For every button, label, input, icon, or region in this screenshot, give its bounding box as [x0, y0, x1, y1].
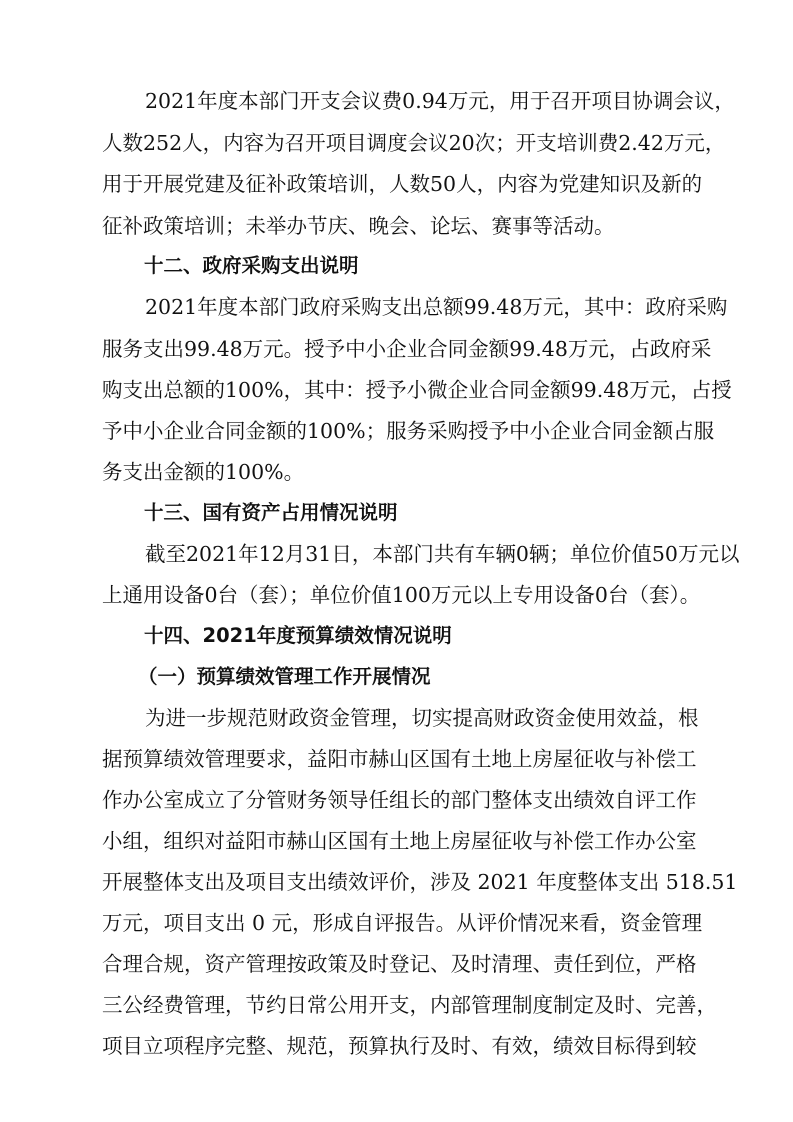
document-page: 2021年度本部门开支会议费0.94万元，用于召开项目协调会议， 人数252人，内容为召开项目调度会议20次；开支培训费2.42万元， 用于开展党建及征补政策培训，人数50人，内容为党建知识及新的 征补政策培训；未举办节庆、晚会、论坛、赛事等活动。 十二、政府采购支出说明 2021年度本部门政府采购支出总额99.48万元，其中：政府采购 服务支出99.48万元。授予中小企业合同金额99.48万元，占政府采 购支出总额的100%，其中：授予小微企业合同金额99.48万元，占授 予中小企业合同金额的100%；服务采购授予中小企业合同金额占服 务支出金额的100%。 十三、国有资产占用情况说明 截至2021年12月31日，本部门共有车辆0辆；单位价值50万元以 上通用设备0台（套）；单位价值100万元以上专用设备0台（套）。 十四、2021年度预算绩效情况说明 （一）预算绩效管理工作开展情况 为进一步规范财政资金管理，切实提高财政资金使用效益，根 据预算绩效管理要求，益阳市赫山区国有土地上房屋征收与补偿工 作办公室成立了分管财务领导任组长的部门整体支出绩效自评工作 小组，组织对益阳市赫山区国有土地上房屋征收与补偿工作办公室 开展整体支出及项目支出绩效评价，涉及 2021 年度整体支出 518.51 万元，项目支出 0 元，形成自评报告。从评价情况来看，资金管理 合理合规，资产管理按政策及时登记、及时清理、责任到位，严格 三公经费管理，节约日常公用开支，内部管理制度制定及时、完善， 项目立项程序完整、规范，预算执行及时、有效，绩效目标得到较 — [102, 89, 740, 1058]
